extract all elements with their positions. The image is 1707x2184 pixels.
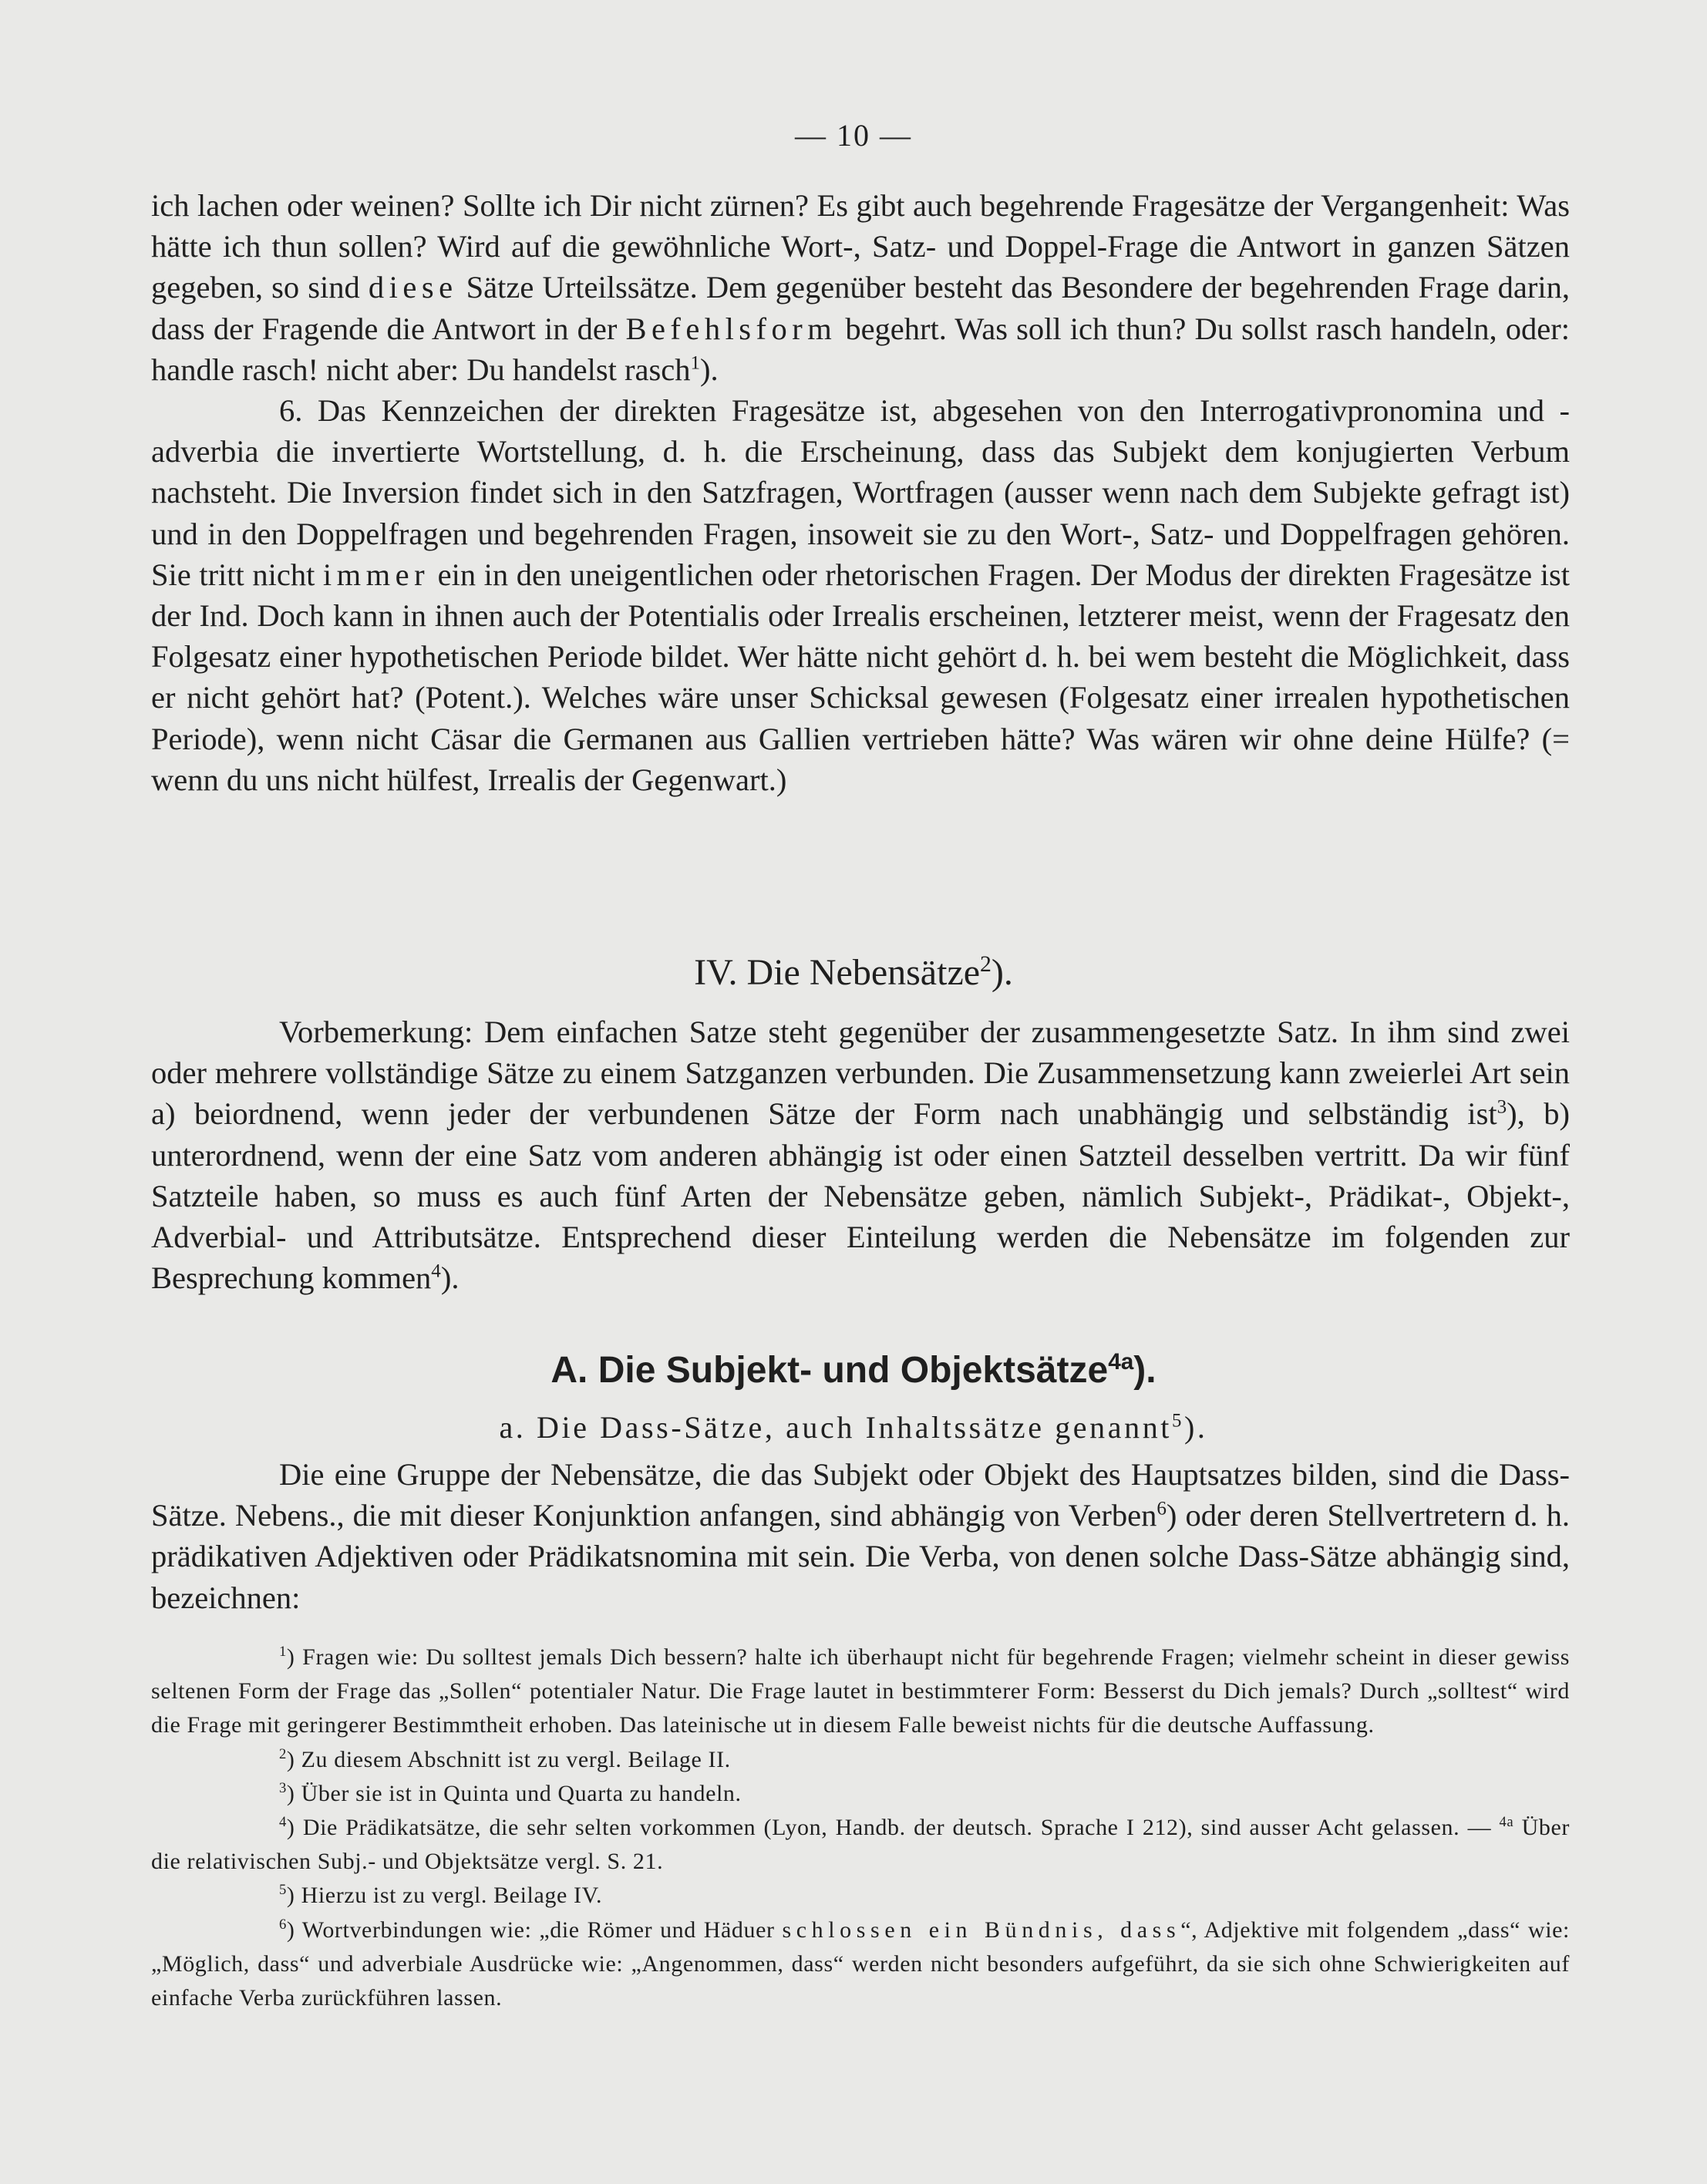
text-block-vorbemerkung xyxy=(151,1011,1570,1298)
paragraph-dass-saetze: Die eine Gruppe der Nebensätze, die das Subjekt oder Objekt des Hauptsatzes bilden, sind die Dass-Sätze. Nebens., die mit dieser Konjunktion anfangen, sind abhängig von Verben$^6$) oder deren Stellvertretern d. h. prädikativen Adjektiven oder Prädikatsnomina mit sein. Die Verba, von denen solche Dass-Sätze abhängig sind, bezeichnen: xyxy=(151,1457,1570,1615)
footnote-1: $^1$) Fragen wie: Du solltest jemals Dich bessern? halte ich überhaupt nicht für begehrende Fragen; vielmehr scheint in dieser gewiss seltenen Form der Frage das „Sollen“ potentialer Natur. Die Frage lautet in bestimmterer Form: Besserst du Dich jemals? Durch „solltest“ wird die Frage mit geringerer Bestimmtheit erhoben. Das lateinische ut in diesem Falle beweist nichts für die deutsche Auffassung. xyxy=(151,1644,1570,1738)
footnote-4: $^4$) Die Prädikatsätze, die sehr selten vorkommen (Lyon, Handb. der deutsch. Sprache I 212), sind ausser Acht gelassen. — $^{4a}$ Über die relativischen Subj.- und Objektsätze vergl. S. 21. xyxy=(151,1814,1570,1875)
footnote-6: $^6$) Wortverbindungen wie: „die Römer und Häduer schlossen ein Bündnis, dass“, Adjektive mit folgendem „dass“ wie: „Möglich, dass“ und adverbiale Ausdrücke wie: „Angenommen, dass“ werden nicht besonders aufgeführt, da sie sich ohne Schwierigkeiten auf einfache Verba zurückführen lassen. xyxy=(151,1916,1570,2011)
section-heading-iv: IV. Die Nebensätze$^2$). xyxy=(694,951,1013,993)
footnotes xyxy=(151,1641,1570,2015)
paragraph-begehrende-fragen: ich lachen oder weinen? Sollte ich Dir nicht zürnen? Es gibt auch begehrende Fragesätze der Vergangenheit: Was hätte ich thun sollen? Wird auf die gewöhnliche Wort-, Satz- und Doppel-Frage die Antwort in ganzen Sätzen gegeben, so sind diese Sätze Urteilssätze. Dem gegenüber besteht das Besondere der begehrenden Frage darin, dass der Fragende die Antwort in der Befehlsform begehrt. Was soll ich thun? Du sollst rasch handeln, oder: handle rasch! nicht aber: Du handelst rasch$^1$). xyxy=(151,188,1570,387)
section-heading-a: A. Die Subjekt- und Objektsätze$^{4a}$). xyxy=(550,1349,1157,1391)
subsection-heading-a-dass-saetze: a. Die Dass-Sätze, auch Inhaltssätze genannt$^5$). xyxy=(499,1410,1208,1445)
footnote-5: $^5$) Hierzu ist zu vergl. Beilage IV. xyxy=(279,1882,603,1909)
footnote-ref-6: 6 xyxy=(1157,1498,1167,1519)
text-block-dass-saetze xyxy=(151,1454,1570,1618)
footnote-3: $^3$) Über sie ist in Quinta und Quarta zu handeln. xyxy=(279,1779,742,1806)
footnote-ref-4: 4 xyxy=(431,1260,441,1282)
footnote-ref-3: 3 xyxy=(1497,1096,1507,1118)
footnote-ref-2: 2 xyxy=(980,951,992,977)
footnote-ref-4a: 4a xyxy=(1108,1349,1134,1375)
page-number: — 10 — xyxy=(795,118,912,153)
footnote-ref-5: 5 xyxy=(1172,1410,1185,1432)
paragraph-6-kennzeichen: 6. Das Kennzeichen der direkten Fragesätze ist, abgesehen von den Interrogativpronomina und -adverbia die invertierte Wortstellung, d. h. die Erscheinung, dass das Subjekt dem konjugierten Verbum nachsteht. Die Inversion findet sich in den Satzfragen, Wortfragen (ausser wenn nach dem Subjekte gefragt ist) und in den Doppelfragen und begehrenden Fragen, insoweit sie zu den Wort-, Satz- und Doppelfragen gehören. Sie tritt nicht immer ein in den uneigentlichen oder rhetorischen Fragen. Der Modus der direkten Fragesätze ist der Ind. Doch kann in ihnen auch der Potentialis oder Irrealis erscheinen, letzterer meist, wenn der Fragesatz den Folgesatz einer hypothetischen Periode bildet. Wer hätte nicht gehört d. h. bei wem besteht die Möglichkeit, dass er nicht gehört hat? (Potent.). Welches wäre unser Schicksal gewesen (Folgesatz einer irrealen hypothetischen Periode), wenn nicht Cäsar die Germanen aus Gallien vertrieben hätte? Was wären wir ohne deine Hülfe? (= wenn du uns nicht hülfest, Irrealis der Gegenwart.) xyxy=(151,393,1570,797)
paragraph-vorbemerkung: Vorbemerkung: Dem einfachen Satze steht gegenüber der zusammengesetzte Satz. In ihm sind zwei oder mehrere vollständige Sätze zu einem Satzganzen verbunden. Die Zusammensetzung kann zweierlei Art sein a) beiordnend, wenn jeder der verbundenen Sätze der Form nach unabhängig und selbständig ist$^3$), b) unterordnend, wenn der eine Satz vom anderen abhängig ist oder einen Satzteil desselben vertritt. Da wir fünf Satzteile haben, so muss es auch fünf Arten der Nebensätze geben, nämlich Subjekt-, Prädikat-, Objekt-, Adverbial- und Attributsätze. Entsprechend dieser Einteilung werden die Nebensätze im folgenden zur Besprechung kommen$^4$). xyxy=(151,1015,1570,1296)
text-block-questions xyxy=(151,185,1570,800)
footnote-2: $^2$) Zu diesem Abschnitt ist zu vergl. Beilage II. xyxy=(279,1745,731,1772)
footnote-ref-1: 1 xyxy=(690,352,701,374)
